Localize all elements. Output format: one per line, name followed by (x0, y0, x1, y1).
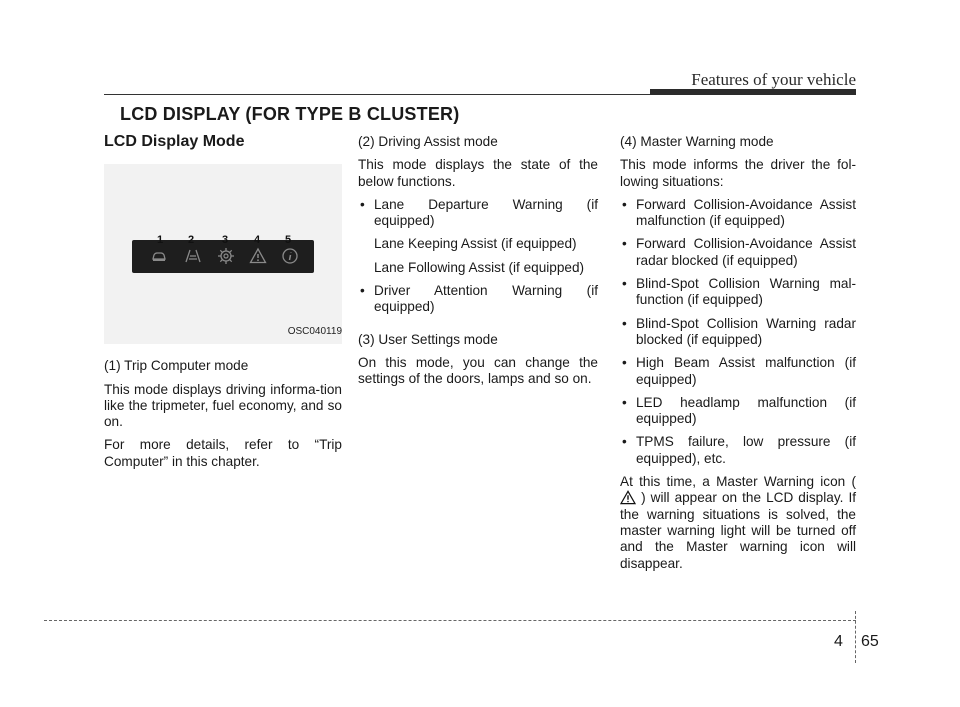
driving-assist-intro: This mode displays the state of the below functions. (358, 157, 598, 189)
mode-number-4: 4 (254, 234, 261, 247)
lane-following-assist-text: Lane Following Assist (if equipped) (374, 259, 585, 275)
list-item: • High Beam Assist malfunction (if equipped) (620, 355, 856, 388)
driving-assist-lane-icon (184, 247, 202, 265)
lcd-figure (104, 164, 342, 344)
footer-rule (44, 620, 856, 621)
list-item: • Blind-Spot Collision Warning mal-function (if equipped) (620, 276, 856, 309)
user-settings-gear-icon (217, 247, 235, 265)
driving-assist-mode-title: (2) Driving Assist mode (358, 134, 498, 149)
lcd-display-mode-heading: LCD Display Mode (104, 133, 245, 150)
page-number: 65 (861, 633, 879, 650)
list-item: • Forward Collision-Avoidance Assist malfunction (if equipped) (620, 197, 856, 230)
master-warning-closing (620, 474, 856, 572)
mode-number-3: 3 (222, 234, 229, 247)
column-3 (620, 134, 856, 579)
chapter-number: 4 (834, 633, 843, 650)
driving-assist-list (358, 197, 598, 230)
column-1 (104, 134, 342, 477)
list-item: • LED headlamp malfunction (if equipped) (620, 395, 856, 428)
driving-assist-list-2 (358, 283, 598, 316)
master-warning-mode-title: (4) Master Warning mode (620, 134, 774, 149)
info-icon (281, 247, 299, 265)
list-item: • Blind-Spot Collision Warning radar blocked (if equipped) (620, 316, 856, 349)
trip-car-icon (150, 247, 168, 265)
column-2 (358, 134, 598, 395)
trip-computer-description: This mode displays driving informa-tion like the tripmeter, fuel economy, and so on. (104, 381, 342, 430)
list-item: • TPMS failure, low pressure (if equipped), etc. (620, 434, 856, 467)
lane-keeping-assist-text: Lane Keeping Assist (if equipped) (374, 236, 577, 252)
page-header-title: Features of your vehicle (691, 70, 856, 89)
list-item: • Driver Attention Warning (if equipped) (358, 283, 598, 316)
mode-number-5: 5 (285, 234, 292, 247)
closing-text-start: At this time, a Master Warning icon ( (620, 474, 856, 490)
closing-text-end: ) will appear on the LCD display. If the warning situations is solved, the master warning light will be turned off and the Master warning icon will disappear. (620, 490, 856, 571)
master-warning-triangle-icon (249, 247, 267, 265)
section-title: LCD DISPLAY (FOR TYPE B CLUSTER) (120, 104, 460, 124)
figure-code: OSC040119 (287, 326, 342, 337)
footer-divider (855, 611, 856, 663)
list-item: • Forward Collision-Avoidance Assist radar blocked (if equipped) (620, 236, 856, 269)
mode-number-1: 1 (157, 234, 164, 247)
warning-triangle-icon (620, 490, 636, 505)
master-warning-intro: This mode informs the driver the fol-lowing situations: (620, 157, 856, 189)
mode-number-2: 2 (188, 234, 195, 247)
list-item: • Lane Departure Warning (if equipped) (358, 197, 598, 230)
trip-computer-reference: For more details, refer to “Trip Computer” in this chapter. (104, 437, 342, 469)
trip-computer-mode-title: (1) Trip Computer mode (104, 358, 249, 374)
user-settings-mode-title: (3) User Settings mode (358, 331, 498, 347)
user-settings-description: On this mode, you can change the settings of the doors, lamps and so on. (358, 354, 598, 387)
header-bar (650, 89, 856, 95)
master-warning-list (620, 197, 856, 467)
header-rule (104, 94, 650, 95)
